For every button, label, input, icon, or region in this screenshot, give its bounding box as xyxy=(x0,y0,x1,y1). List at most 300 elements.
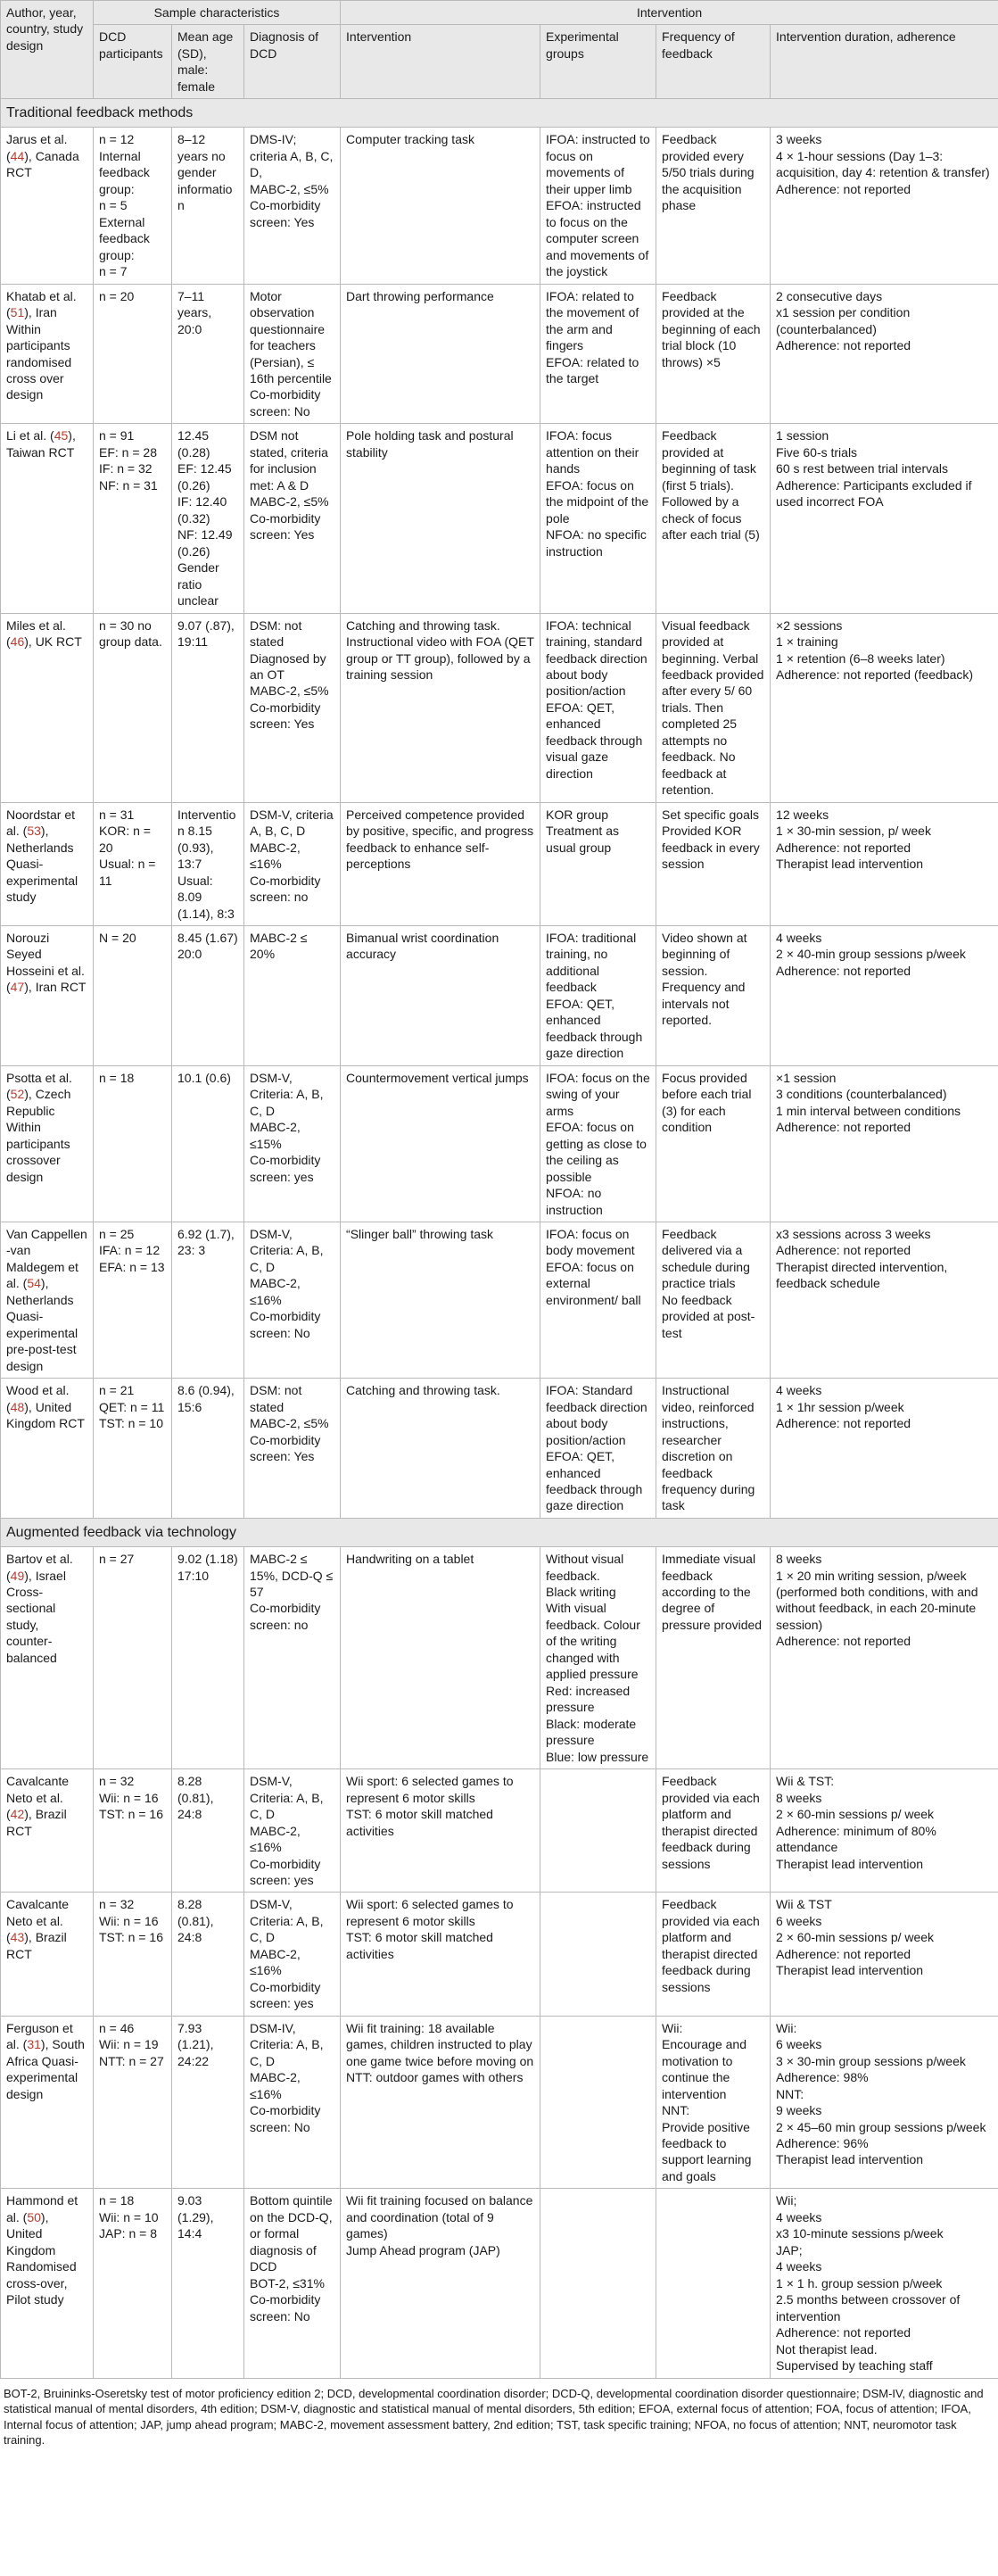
reference-link[interactable]: 51 xyxy=(10,305,25,320)
author-text: ), Netherlands Quasi-experimental study xyxy=(6,824,78,905)
cell-line: Focus provided before each trial (3) for each condition xyxy=(662,1070,752,1135)
cell-line: EF: 12.45 (0.26) xyxy=(177,461,232,493)
cell-line: MABC-2, ≤16% xyxy=(250,840,301,872)
cell-line: IFOA: focus on body movement xyxy=(546,1226,635,1258)
cell-line: DSM not stated, criteria for inclusion met: A & D xyxy=(250,428,328,493)
cell-duration xyxy=(771,1547,998,1769)
author-text: Bartov et al. ( xyxy=(6,1552,73,1583)
cell-frequency xyxy=(656,1065,771,1222)
cell-line: Bimanual wrist coordination accuracy xyxy=(346,931,499,962)
cell-line: Co-morbidity screen: yes xyxy=(250,1153,321,1184)
cell-line: Wii: n = 10 xyxy=(99,2209,159,2224)
cell-duration xyxy=(771,802,998,925)
cell-mean-age xyxy=(172,1769,244,1893)
cell-mean-age xyxy=(172,1065,244,1222)
cell-mean-age xyxy=(172,1222,244,1378)
cell-mean-age xyxy=(172,2189,244,2378)
cell-line: Co-morbidity screen: Yes xyxy=(250,198,321,229)
cell-frequency xyxy=(656,1769,771,1893)
cell-line: Usual: 8.09 (1.14), 8:3 xyxy=(177,873,235,921)
cell-author xyxy=(1,1222,94,1378)
cell-line: 2.5 months between crossover of intervention xyxy=(776,2292,961,2323)
cell-dcd-participants xyxy=(94,802,172,925)
cell-line: Motor observation questionnaire for teachers (Persian), ≤ 16th percentile xyxy=(250,288,332,386)
cell-intervention xyxy=(341,424,540,613)
author-text: Ferguson et al. ( xyxy=(6,2020,73,2052)
cell-dcd-participants xyxy=(94,1222,172,1378)
author-text: ), Netherlands Quasi-experimental pre-post-test design xyxy=(6,1276,78,1373)
cell-line: n = 46 xyxy=(99,2020,135,2035)
cell-line: DSM-V, Criteria: A, B, C, D xyxy=(250,1070,324,1118)
cell-line: 7.93 (1.21), 24:22 xyxy=(177,2020,214,2068)
cell-line: 1 × 30-min session, p/ week xyxy=(776,824,931,839)
cell-line: IFOA: technical training, standard feedback direction about body position/action xyxy=(546,617,647,699)
cell-line: Wii: n = 16 xyxy=(99,1790,159,1805)
reference-link[interactable]: 54 xyxy=(27,1276,41,1291)
cell-line: With visual feedback. Colour of the writing changed with applied pressure xyxy=(546,1601,640,1682)
cell-line: IFOA: focus attention on their hands xyxy=(546,428,639,476)
header-diagnosis: Diagnosis of DCD xyxy=(244,25,341,99)
cell-line: Co-morbidity screen: No xyxy=(250,387,321,418)
table-row xyxy=(1,284,998,424)
cell-line: Wii fit training: 18 available games, children instructed to play one game twice before moving on xyxy=(346,2020,534,2068)
cell-line: Internal feedback group: xyxy=(99,148,150,196)
cell-line: EFOA: instructed to focus on the computer screen and movements of the joystick xyxy=(546,198,649,279)
cell-line: ×1 session xyxy=(776,1070,837,1085)
cell-line: Supervised by teaching staff xyxy=(776,2358,933,2373)
cell-line: x1 session per condition (counterbalanced) xyxy=(776,305,911,336)
cell-diagnosis xyxy=(244,1222,341,1378)
reference-link[interactable]: 31 xyxy=(27,2037,41,2052)
cell-dcd-participants xyxy=(94,424,172,613)
cell-intervention xyxy=(341,1222,540,1378)
cell-intervention xyxy=(341,128,540,284)
cell-line: NFOA: no instruction xyxy=(546,1186,603,1217)
cell-line: 1 × 1 h. group session p/week xyxy=(776,2275,943,2290)
table-row xyxy=(1,802,998,925)
author-text: ), Canada RCT xyxy=(6,148,79,180)
header-intervention-group: Intervention xyxy=(341,1,998,25)
table-body xyxy=(1,99,998,2378)
cell-line: Adherence: not reported xyxy=(776,1416,911,1431)
cell-dcd-participants xyxy=(94,926,172,1066)
cell-line: QET: n = 11 xyxy=(99,1399,165,1414)
cell-line: Wii sport: 6 selected games to represent 6 motor skills xyxy=(346,1774,514,1805)
cell-line: “Slinger ball” throwing task xyxy=(346,1226,493,1241)
cell-line: 2 × 60-min sessions p/ week xyxy=(776,1807,935,1822)
cell-line: 9.07 (.87), 19:11 xyxy=(177,617,235,650)
author-text: Cavalcante Neto et al. ( xyxy=(6,1897,70,1945)
reference-link[interactable]: 49 xyxy=(10,1568,25,1583)
cell-frequency xyxy=(656,284,771,424)
author-text: Psotta et al. ( xyxy=(6,1070,72,1102)
cell-line: NTT: outdoor games with others xyxy=(346,2070,524,2085)
cell-dcd-participants xyxy=(94,1379,172,1519)
cell-line: NF: 12.49 (0.26) xyxy=(177,527,233,559)
cell-intervention xyxy=(341,926,540,1066)
reference-link[interactable]: 47 xyxy=(10,980,25,995)
cell-line: Therapist lead intervention xyxy=(776,1963,924,1978)
author-text: Van Cappellen -van Maldegem et al. ( xyxy=(6,1226,87,1291)
cell-line: Co-morbidity screen: Yes xyxy=(250,700,321,732)
cell-line: 12.45 (0.28) xyxy=(177,428,210,460)
cell-line: 9 weeks xyxy=(776,2103,822,2118)
cell-line: Blue: low pressure xyxy=(546,1749,649,1764)
cell-line: DSM-IV, Criteria: A, B, C, D xyxy=(250,2020,324,2068)
cell-line: DSM-V, criteria A, B, C, D xyxy=(250,807,334,839)
reference-link[interactable]: 43 xyxy=(10,1930,25,1945)
cell-line: n = 30 no group data. xyxy=(99,617,162,650)
cell-line: IFOA: Standard feedback direction about body position/action xyxy=(546,1383,647,1447)
cell-line: Co-morbidity screen: Yes xyxy=(250,510,321,543)
author-text: Cavalcante Neto et al. ( xyxy=(6,1774,70,1822)
cell-line: 8.45 (1.67) 20:0 xyxy=(177,931,238,962)
cell-line: Gender ratio unclear xyxy=(177,560,219,609)
cell-line: DMS-IV; criteria A, B, C, D, xyxy=(250,132,334,180)
cell-line: Adherence: not reported (feedback) xyxy=(776,667,974,682)
cell-line: 1 × retention (6–8 weeks later) xyxy=(776,650,945,666)
cell-line: 4 weeks xyxy=(776,931,822,946)
cell-line: Co-morbidity screen: yes xyxy=(250,1979,321,2011)
cell-line: 7–11 years, 20:0 xyxy=(177,288,212,336)
cell-line: Adherence: not reported xyxy=(776,2325,911,2340)
cell-line: Therapist lead intervention xyxy=(776,1856,924,1871)
cell-line: 3 conditions (counterbalanced) xyxy=(776,1087,947,1102)
cell-line: Co-morbidity screen: yes xyxy=(250,1856,321,1887)
author-text: ), UK RCT xyxy=(24,634,82,650)
cell-intervention xyxy=(341,2189,540,2378)
author-text: ), Iran Within participants randomised cross over design xyxy=(6,305,72,402)
cell-duration xyxy=(771,2189,998,2378)
cell-intervention xyxy=(341,1769,540,1893)
cell-line: 12 weeks xyxy=(776,807,829,822)
cell-line: BOT-2, ≤31% xyxy=(250,2275,325,2290)
cell-line: Black writing xyxy=(546,1585,616,1599)
cell-line: EFOA: QET, enhanced feedback through gaze direction xyxy=(546,996,643,1061)
cell-line: Wii & TST: xyxy=(776,1774,835,1789)
cell-line: 6 weeks xyxy=(776,2037,822,2052)
cell-experimental-groups xyxy=(540,2189,656,2378)
cell-frequency xyxy=(656,613,771,802)
cell-duration xyxy=(771,2016,998,2189)
cell-experimental-groups xyxy=(540,1769,656,1893)
cell-line: Adherence: minimum of 80% attendance xyxy=(776,1823,936,1855)
cell-line: Provided KOR feedback in every session xyxy=(662,824,760,872)
author-text: Hammond et al. ( xyxy=(6,2193,78,2224)
cell-line: IFOA: related to the movement of the arm and fingers xyxy=(546,288,639,353)
cell-author xyxy=(1,926,94,1066)
cell-line: TST: n = 16 xyxy=(99,1807,163,1822)
cell-line: IFOA: instructed to focus on movements of their upper limb xyxy=(546,132,650,196)
cell-experimental-groups xyxy=(540,802,656,925)
cell-line: Jump Ahead program (JAP) xyxy=(346,2242,500,2257)
table-header xyxy=(1,1,998,99)
cell-line: KOR: n = 20 xyxy=(99,824,151,855)
cell-author xyxy=(1,1065,94,1222)
cell-author xyxy=(1,802,94,925)
author-text: ), Czech Republic Within participants crossover design xyxy=(6,1087,71,1184)
table-row xyxy=(1,1222,998,1378)
cell-intervention xyxy=(341,1065,540,1222)
table-row xyxy=(1,1379,998,1519)
author-text: ), Taiwan RCT xyxy=(6,428,76,460)
cell-line: 8.28 (0.81), 24:8 xyxy=(177,1774,214,1822)
cell-line: 1 × 20 min writing session, p/week (performed both conditions, with and without feedback, in each 20-minute session) xyxy=(776,1568,978,1632)
cell-frequency xyxy=(656,1222,771,1378)
table-row xyxy=(1,1547,998,1769)
cell-line: Wii sport: 6 selected games to represent 6 motor skills xyxy=(346,1897,514,1928)
cell-line: IFA: n = 12 xyxy=(99,1243,161,1258)
cell-line: Feedback delivered via a schedule during practice trials xyxy=(662,1226,750,1291)
cell-line: Adherence: Participants excluded if used incorrect FOA xyxy=(776,477,972,509)
cell-line: EF: n = 28 xyxy=(99,444,157,460)
cell-line: TST: 6 motor skill matched activities xyxy=(346,1807,493,1838)
cell-frequency xyxy=(656,2016,771,2189)
cell-line: 8 weeks xyxy=(776,1552,822,1567)
table-row xyxy=(1,1065,998,1222)
reference-link[interactable]: 44 xyxy=(10,148,25,163)
cell-line: Adherence: not reported xyxy=(776,1634,911,1649)
cell-intervention xyxy=(341,1379,540,1519)
cell-intervention xyxy=(341,613,540,802)
cell-line: Catching and throwing task. xyxy=(346,1383,500,1398)
cell-line: EFA: n = 13 xyxy=(99,1259,165,1274)
cell-line: Adherence: not reported xyxy=(776,1120,911,1135)
cell-line: MABC-2 ≤ 15%, DCD-Q ≤ 57 xyxy=(250,1552,334,1599)
cell-line: 4 × 1-hour sessions (Day 1–3: acquisition, day 4: retention & transfer) xyxy=(776,148,990,180)
cell-line: Diagnosed by an OT xyxy=(250,650,326,682)
cell-line: 1 × 1hr session p/week xyxy=(776,1399,904,1414)
cell-line: 8.28 (0.81), 24:8 xyxy=(177,1897,214,1945)
cell-line: MABC-2, ≤5% xyxy=(250,683,329,699)
cell-line: n = 32 xyxy=(99,1897,135,1912)
cell-line: External feedback group: xyxy=(99,214,150,262)
cell-line: 3 × 30-min group sessions p/week xyxy=(776,2053,966,2068)
cell-line: 4 weeks xyxy=(776,2259,822,2274)
cell-frequency xyxy=(656,424,771,613)
reference-link[interactable]: 53 xyxy=(27,824,41,839)
cell-line: EFOA: QET, enhanced feedback through visual gaze direction xyxy=(546,700,643,781)
cell-line: MABC-2, ≤5% xyxy=(250,494,329,509)
header-author: Author, year, country, study design xyxy=(1,1,94,99)
cell-line: DSM-V, Criteria: A, B, C, D xyxy=(250,1897,324,1945)
cell-line: n = 18 xyxy=(99,1070,135,1085)
cell-dcd-participants xyxy=(94,284,172,424)
cell-line: Encourage and motivation to continue the intervention xyxy=(662,2037,746,2101)
cell-line: n = 18 xyxy=(99,2193,135,2208)
cell-frequency xyxy=(656,1893,771,2016)
cell-line: 9.02 (1.18) 17:10 xyxy=(177,1552,238,1583)
header-dcd-participants: DCD participants xyxy=(94,25,172,99)
cell-line: 2 × 40-min group sessions p/week xyxy=(776,947,966,962)
cell-line: Therapist lead intervention xyxy=(776,857,924,872)
cell-frequency xyxy=(656,802,771,925)
header-sample-characteristics: Sample characteristics xyxy=(94,1,341,25)
cell-line: Handwriting on a tablet xyxy=(346,1552,474,1567)
cell-line: Adherence: not reported xyxy=(776,181,911,196)
cell-mean-age xyxy=(172,128,244,284)
cell-line: Dart throwing performance xyxy=(346,288,494,303)
cell-line: 2 × 60-min sessions p/ week xyxy=(776,1930,935,1945)
cell-line: TST: 6 motor skill matched activities xyxy=(346,1930,493,1961)
cell-line: Provide positive feedback to support learning and goals xyxy=(662,2119,752,2183)
cell-dcd-participants xyxy=(94,1065,172,1222)
reference-link[interactable]: 45 xyxy=(54,428,69,443)
cell-line: Co-morbidity screen: no xyxy=(250,1601,321,1632)
cell-line: 8.6 (0.94), 15:6 xyxy=(177,1383,235,1414)
cell-mean-age xyxy=(172,2016,244,2189)
reference-link[interactable]: 46 xyxy=(10,634,25,650)
table-row xyxy=(1,2189,998,2378)
cell-line: 6 weeks xyxy=(776,1913,822,1928)
cell-line: Wii & TST xyxy=(776,1897,832,1912)
reference-link[interactable]: 42 xyxy=(10,1807,25,1822)
cell-line: Adherence: not reported xyxy=(776,338,911,353)
author-text: ), Israel Cross-sectional study, counter-balanced xyxy=(6,1568,66,1665)
cell-line: Without visual feedback. xyxy=(546,1552,624,1583)
cell-line: TST: n = 16 xyxy=(99,1930,163,1945)
cell-line: n = 91 xyxy=(99,428,135,443)
cell-author xyxy=(1,424,94,613)
cell-dcd-participants xyxy=(94,2189,172,2378)
cell-line: n = 12 xyxy=(99,132,135,147)
cell-line: Co-morbidity screen: No xyxy=(250,2103,321,2134)
cell-diagnosis xyxy=(244,1893,341,2016)
author-text: Miles et al. ( xyxy=(6,617,66,650)
cell-mean-age xyxy=(172,1893,244,2016)
cell-diagnosis xyxy=(244,284,341,424)
cell-frequency xyxy=(656,1547,771,1769)
table-row xyxy=(1,1769,998,1893)
cell-author xyxy=(1,1547,94,1769)
cell-line: n = 20 xyxy=(99,288,135,303)
reference-link[interactable]: 50 xyxy=(27,2209,41,2224)
cell-line: 1 min interval between conditions xyxy=(776,1103,961,1118)
cell-author xyxy=(1,128,94,284)
cell-line: IF: n = 32 xyxy=(99,461,153,476)
cell-line: Wii: xyxy=(776,2020,797,2035)
cell-line: Co-morbidity screen: Yes xyxy=(250,1432,321,1464)
cell-line: No feedback provided at post-test xyxy=(662,1292,755,1340)
cell-author xyxy=(1,613,94,802)
cell-line: Pole holding task and postural stability xyxy=(346,428,514,460)
cell-mean-age xyxy=(172,926,244,1066)
cell-line: ×2 sessions xyxy=(776,617,843,633)
header-frequency: Frequency of feedback xyxy=(656,25,771,99)
cell-line: n = 31 xyxy=(99,807,135,822)
cell-line: MABC-2, ≤16% xyxy=(250,1823,301,1855)
cell-experimental-groups xyxy=(540,284,656,424)
cell-line: n = 32 xyxy=(99,1774,135,1789)
cell-line: Visual feedback provided at beginning. Verbal feedback provided after every 5/ 60 trials. Then completed 25 attempts no feedback. No feedback at retention. xyxy=(662,617,764,798)
cell-experimental-groups xyxy=(540,128,656,284)
cell-line: Therapist directed intervention, feedback schedule xyxy=(776,1259,948,1291)
header-experimental-groups: Experimental groups xyxy=(540,25,656,99)
cell-line: NNT: xyxy=(776,2086,804,2101)
cell-line: Video shown at beginning of session. Frequency and intervals not reported. xyxy=(662,931,747,1028)
cell-experimental-groups xyxy=(540,1222,656,1378)
author-text: ), United Kingdom RCT xyxy=(6,1399,85,1431)
cell-author xyxy=(1,284,94,424)
cell-experimental-groups xyxy=(540,926,656,1066)
cell-duration xyxy=(771,424,998,613)
cell-line: Wii: n = 16 xyxy=(99,1913,159,1928)
cell-dcd-participants xyxy=(94,1547,172,1769)
cell-line: Adherence: 96% xyxy=(776,2136,869,2150)
cell-line: 8 weeks xyxy=(776,1790,822,1805)
table-row xyxy=(1,613,998,802)
cell-line: MABC-2, ≤5% xyxy=(250,1416,329,1431)
cell-line: MABC-2, ≤15% xyxy=(250,1120,301,1151)
cell-line: MABC-2, ≤16% xyxy=(250,1276,301,1307)
cell-line: 10.1 (0.6) xyxy=(177,1070,231,1085)
cell-line: 1 × training xyxy=(776,634,838,650)
cell-mean-age xyxy=(172,424,244,613)
cell-line: Feedback provided via each platform and therapist directed feedback during sessions xyxy=(662,1774,760,1871)
section-title: Augmented feedback via technology xyxy=(1,1518,998,1546)
cell-line: 4 weeks xyxy=(776,2209,822,2224)
cell-experimental-groups xyxy=(540,613,656,802)
cell-line: n = 25 xyxy=(99,1226,135,1241)
cell-line: DSM: not stated xyxy=(250,617,302,650)
cell-diagnosis xyxy=(244,424,341,613)
cell-line: Immediate visual feedback according to the degree of pressure provided xyxy=(662,1552,763,1632)
cell-line: Bottom quintile on the DCD-Q, or formal diagnosis of DCD xyxy=(250,2193,333,2274)
cell-diagnosis xyxy=(244,2016,341,2189)
cell-line: Adherence: not reported xyxy=(776,1243,911,1258)
table-footnote: BOT-2, Bruininks-Oseretsky test of motor proficiency edition 2; DCD, developmental coordination disorder; DCD-Q, developmental coordination disorder questionnaire; DSM-IV, diagnostic and statistical manual of mental disorders, 4th edition; DSM-V, diagnostic and statistical manual of mental disorders, 5th edition; EFOA, external focus of attention; FOA, focus of attention; IFOA, Internal focus of attention; JAP, jump ahead program; MABC-2, movement assessment battery, 2nd edition; TST, task specific training; NFOA, no focus of attention; NNT, neuromotor task training. xyxy=(4,2386,984,2448)
cell-line: Not therapist lead. xyxy=(776,2341,878,2357)
cell-line: JAP: n = 8 xyxy=(99,2226,157,2241)
cell-line: Adherence: not reported xyxy=(776,1946,911,1961)
reference-link[interactable]: 52 xyxy=(10,1087,25,1102)
cell-frequency xyxy=(656,128,771,284)
cell-intervention xyxy=(341,284,540,424)
cell-dcd-participants xyxy=(94,1769,172,1893)
author-text: ), Iran RCT xyxy=(24,980,87,995)
cell-line: EFOA: focus on getting as close to the ceiling as possible xyxy=(546,1120,647,1184)
cell-frequency xyxy=(656,1379,771,1519)
cell-experimental-groups xyxy=(540,2016,656,2189)
cell-author xyxy=(1,1769,94,1893)
cell-line: 9.03 (1.29), 14:4 xyxy=(177,2193,214,2241)
cell-author xyxy=(1,2016,94,2189)
author-text: ), Brazil RCT xyxy=(6,1930,67,1961)
cell-line: DSM: not stated xyxy=(250,1383,302,1414)
cell-line: 6.92 (1.7), 23: 3 xyxy=(177,1226,235,1258)
cell-frequency xyxy=(656,2189,771,2378)
cell-line: Wii; xyxy=(776,2193,797,2208)
cell-line: DSM-V, Criteria: A, B, C, D xyxy=(250,1774,324,1822)
section-row xyxy=(1,1518,998,1546)
cell-diagnosis xyxy=(244,613,341,802)
cell-line: Wii: xyxy=(662,2020,683,2035)
cell-line: n = 7 xyxy=(99,264,128,279)
cell-duration xyxy=(771,1065,998,1222)
cell-duration xyxy=(771,1769,998,1893)
cell-line: Computer tracking task xyxy=(346,132,474,147)
cell-line: NFOA: no specific instruction xyxy=(546,527,647,559)
cell-line: NF: n = 31 xyxy=(99,477,158,493)
cell-line: EFOA: related to the target xyxy=(546,354,639,386)
cell-duration xyxy=(771,926,998,1066)
cell-experimental-groups xyxy=(540,1379,656,1519)
reference-link[interactable]: 48 xyxy=(10,1399,25,1414)
cell-line: x3 sessions across 3 weeks xyxy=(776,1226,931,1241)
cell-mean-age xyxy=(172,1547,244,1769)
cell-line: 1 session xyxy=(776,428,829,443)
cell-mean-age xyxy=(172,284,244,424)
